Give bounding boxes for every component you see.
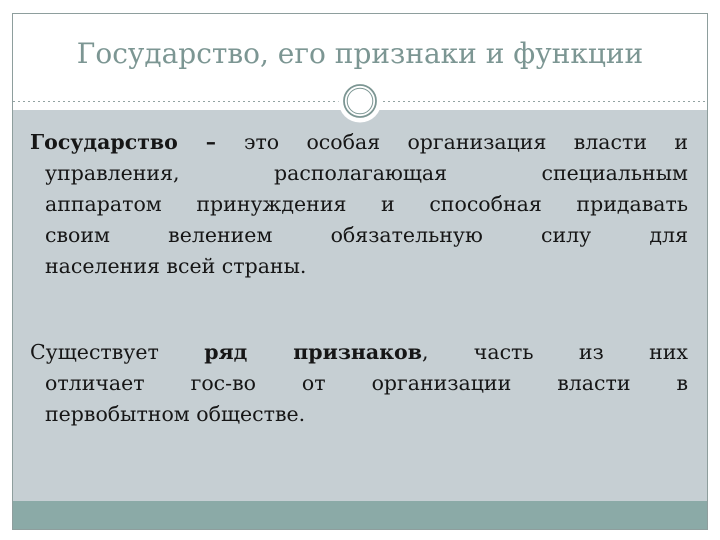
bold-text-segment: ряд признаков bbox=[204, 340, 422, 364]
accent-strip bbox=[13, 501, 707, 529]
text-segment: управления, располагающая специальным bbox=[45, 161, 688, 185]
text-segment: Существует bbox=[30, 340, 205, 364]
text-line bbox=[45, 158, 688, 189]
text-line bbox=[45, 220, 688, 251]
paragraph bbox=[30, 127, 688, 282]
bold-text-segment: Государство – bbox=[30, 130, 244, 154]
text-segment: , часть из них bbox=[421, 340, 688, 364]
text-line bbox=[45, 189, 688, 220]
text-segment: первобытном обществе. bbox=[45, 402, 306, 426]
text-segment: это особая организация власти и bbox=[243, 130, 688, 154]
text-segment: населения всей страны. bbox=[45, 254, 307, 278]
paragraph bbox=[30, 337, 688, 430]
body-text bbox=[13, 110, 707, 430]
text-line bbox=[30, 127, 688, 158]
text-line bbox=[45, 251, 688, 282]
text-segment: своим велением обязательную силу для bbox=[45, 223, 688, 247]
text-segment: отличает гос-во от организации власти в bbox=[45, 371, 688, 395]
text-line bbox=[45, 399, 688, 430]
slide-frame bbox=[12, 13, 708, 530]
text-line bbox=[45, 368, 688, 399]
text-line bbox=[30, 337, 688, 368]
text-segment: аппаратом принуждения и способная придавать bbox=[45, 192, 688, 216]
slide-title: Государство, его признаки и функции bbox=[76, 37, 644, 70]
double-circle-icon bbox=[338, 79, 382, 123]
